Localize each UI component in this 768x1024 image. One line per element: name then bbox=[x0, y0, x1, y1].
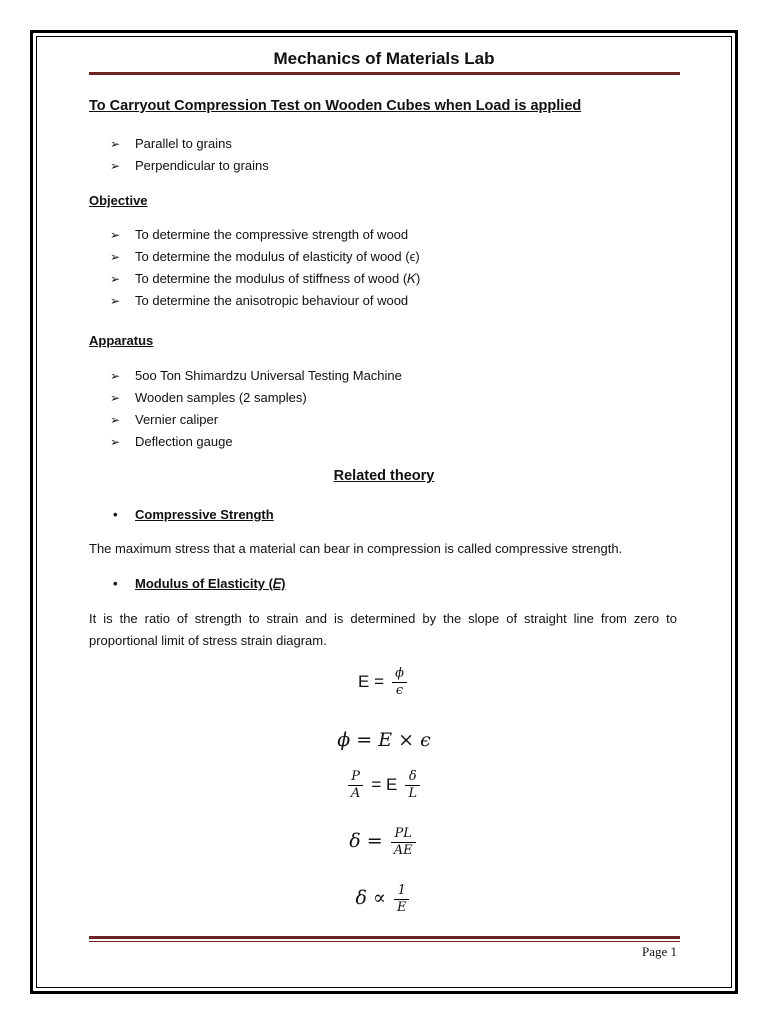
related-theory-heading: Related theory bbox=[333, 468, 435, 484]
arrow-bullet-icon: ➢ bbox=[110, 250, 121, 264]
list-item: ➢ Wooden samples (2 samples) bbox=[110, 387, 402, 409]
compressive-strength-heading: • Compressive Strength bbox=[113, 507, 274, 522]
arrow-bullet-icon: ➢ bbox=[110, 294, 121, 308]
list-item: ➢ To determine the anisotropic behaviour of wood bbox=[110, 290, 420, 312]
arrow-bullet-icon: ➢ bbox=[110, 159, 121, 173]
footer-rule bbox=[89, 936, 680, 942]
list-item: ➢ To determine the modulus of elasticity of wood (ϵ) bbox=[110, 246, 420, 268]
list-item: ➢ 5oo Ton Shimardzu Universal Testing Machine bbox=[110, 365, 402, 387]
arrow-bullet-icon: ➢ bbox=[110, 435, 121, 449]
dot-bullet-icon: • bbox=[113, 576, 118, 591]
equation-2: ϕ = E × ϵ bbox=[337, 729, 431, 751]
list-item: ➢ Vernier caliper bbox=[110, 409, 402, 431]
arrow-bullet-icon: ➢ bbox=[110, 391, 121, 405]
list-item: ➢ Perpendicular to grains bbox=[110, 155, 269, 177]
apparatus-heading: Apparatus bbox=[89, 333, 154, 348]
objective-list bbox=[110, 224, 420, 312]
elasticity-heading: • Modulus of Elasticity (𝐸) bbox=[113, 576, 286, 591]
dot-bullet-icon: • bbox=[113, 507, 118, 522]
equation-5: δ ∝ $\frac{1}{E}$ bbox=[0, 883, 768, 916]
apparatus-list bbox=[110, 365, 402, 453]
arrow-bullet-icon: ➢ bbox=[110, 369, 121, 383]
list-item: ➢ Deflection gauge bbox=[110, 431, 402, 453]
list-item: ➢ To determine the compressive strength of wood bbox=[110, 224, 420, 246]
list-item: ➢ Parallel to grains bbox=[110, 133, 269, 155]
arrow-bullet-icon: ➢ bbox=[110, 228, 121, 242]
arrow-bullet-icon: ➢ bbox=[110, 272, 121, 286]
objective-heading: Objective bbox=[89, 193, 148, 208]
document-title: To Carryout Compression Test on Wooden Cubes when Load is applied bbox=[89, 98, 582, 114]
equation-3: $\frac{P}{A}$ = E $\frac{\delta}{L}$ bbox=[0, 769, 768, 802]
arrow-bullet-icon: ➢ bbox=[110, 413, 121, 427]
header-rule bbox=[89, 72, 680, 75]
header-title: Mechanics of Materials Lab bbox=[273, 49, 495, 68]
compressive-strength-text: The maximum stress that a material can bear in compression is called compressive strength. bbox=[89, 541, 623, 556]
equation-4: δ = $\frac{PL}{AE}$ bbox=[0, 826, 768, 859]
page-number: Page 1 bbox=[641, 944, 677, 959]
elasticity-text: It is the ratio of strength to strain and is determined by the slope of straight line from zero to proportional limit of stress strain diagram. bbox=[89, 611, 677, 648]
arrow-bullet-icon: ➢ bbox=[110, 137, 121, 151]
equation-1: E = $\frac{\phi}{\epsilon}$ bbox=[0, 666, 768, 699]
list-item: ➢ To determine the modulus of stiffness of wood (𝐾) bbox=[110, 268, 420, 290]
load-case-list bbox=[110, 133, 269, 177]
